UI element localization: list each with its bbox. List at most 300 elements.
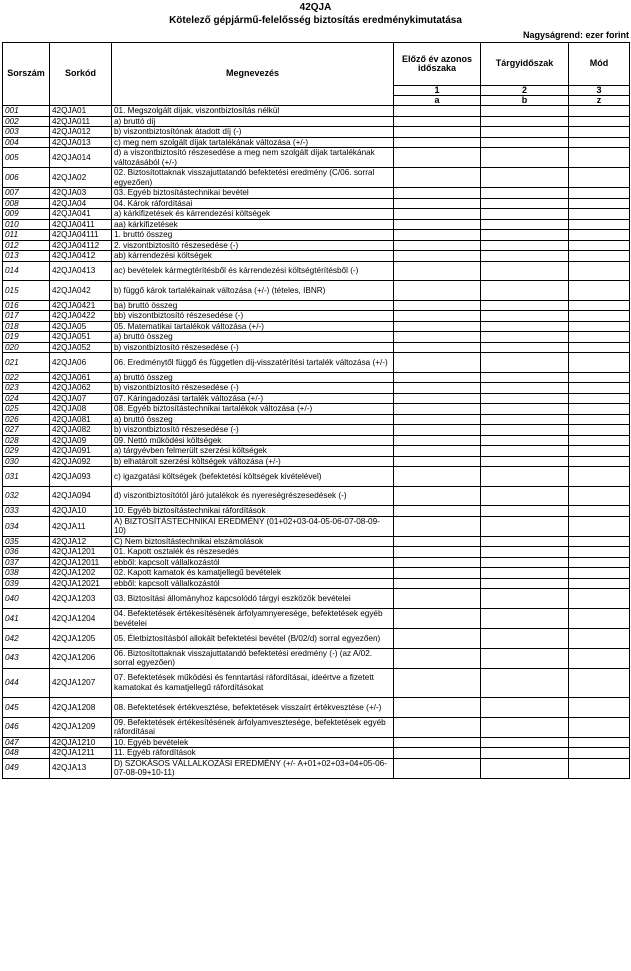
row-label: a) kárkifizetések és kárrendezési költségek xyxy=(112,209,394,220)
row-label: 08. Befektetések értékvesztése, befektetések visszaírt értékvesztése (+/-) xyxy=(112,697,394,717)
mod-cell[interactable] xyxy=(569,648,630,668)
curr-value-cell[interactable] xyxy=(481,446,569,457)
row-code: 42QJA12021 xyxy=(50,578,112,589)
mod-cell[interactable] xyxy=(569,300,630,311)
row-number: 006 xyxy=(3,168,50,188)
prev-value-cell[interactable] xyxy=(394,629,481,649)
table-row xyxy=(3,648,630,668)
prev-value-cell[interactable] xyxy=(394,168,481,188)
table-row xyxy=(3,311,630,322)
row-code: 42QJA093 xyxy=(50,467,112,487)
row-code: 42QJA0412 xyxy=(50,251,112,262)
table-row xyxy=(3,629,630,649)
row-number: 004 xyxy=(3,137,50,148)
row-number: 024 xyxy=(3,393,50,404)
row-label: c) igazgatási költségek (befektetési költségek kivételével) xyxy=(112,467,394,487)
mod-cell[interactable] xyxy=(569,116,630,127)
prev-value-cell[interactable] xyxy=(394,516,481,536)
curr-value-cell[interactable] xyxy=(481,456,569,467)
row-code: 42QJA082 xyxy=(50,425,112,436)
curr-value-cell[interactable] xyxy=(481,568,569,579)
prev-value-cell[interactable] xyxy=(394,383,481,394)
table-row xyxy=(3,342,630,353)
mod-cell[interactable] xyxy=(569,137,630,148)
row-code: 42QJA051 xyxy=(50,332,112,343)
row-number: 043 xyxy=(3,648,50,668)
row-code: 42QJA07 xyxy=(50,393,112,404)
mod-cell[interactable] xyxy=(569,188,630,199)
prev-value-cell[interactable] xyxy=(394,568,481,579)
prev-value-cell[interactable] xyxy=(394,668,481,697)
table-row xyxy=(3,578,630,589)
row-number: 027 xyxy=(3,425,50,436)
mod-cell[interactable] xyxy=(569,737,630,748)
prev-value-cell[interactable] xyxy=(394,332,481,343)
row-code: 42QJA081 xyxy=(50,414,112,425)
table-row xyxy=(3,697,630,717)
mod-cell[interactable] xyxy=(569,589,630,609)
col-header-sorszam: Sorszám xyxy=(3,43,50,106)
prev-value-cell[interactable] xyxy=(394,486,481,506)
mod-cell[interactable] xyxy=(569,127,630,138)
row-code: 42QJA04111 xyxy=(50,230,112,241)
row-label: 07. Káringadozási tartalék változása (+/-) xyxy=(112,393,394,404)
row-number: 021 xyxy=(3,353,50,373)
mod-cell[interactable] xyxy=(569,697,630,717)
row-code: 42QJA06 xyxy=(50,353,112,373)
row-label: b) függő károk tartalékainak változása (+/-) (tételes, IBNR) xyxy=(112,281,394,301)
row-label: b) viszontbiztosító részesedése (-) xyxy=(112,383,394,394)
row-code: 42QJA013 xyxy=(50,137,112,148)
mod-cell[interactable] xyxy=(569,219,630,230)
prev-value-cell[interactable] xyxy=(394,209,481,220)
row-code: 42QJA041 xyxy=(50,209,112,220)
row-number: 038 xyxy=(3,568,50,579)
row-number: 032 xyxy=(3,486,50,506)
mod-cell[interactable] xyxy=(569,393,630,404)
table-row xyxy=(3,758,630,778)
row-code: 42QJA04 xyxy=(50,198,112,209)
mod-cell[interactable] xyxy=(569,446,630,457)
prev-value-cell[interactable] xyxy=(394,467,481,487)
row-label: 04. Károk ráfordításai xyxy=(112,198,394,209)
mod-cell[interactable] xyxy=(569,547,630,558)
row-code: 42QJA13 xyxy=(50,758,112,778)
curr-value-cell[interactable] xyxy=(481,578,569,589)
row-code: 42QJA0413 xyxy=(50,261,112,281)
curr-value-cell[interactable] xyxy=(481,758,569,778)
row-label: bb) viszontbiztosító részesedése (-) xyxy=(112,311,394,322)
prev-value-cell[interactable] xyxy=(394,230,481,241)
mod-cell[interactable] xyxy=(569,748,630,759)
row-label: c) meg nem szolgált díjak tartalékának változása (+/-) xyxy=(112,137,394,148)
prev-value-cell[interactable] xyxy=(394,353,481,373)
row-code: 42QJA0422 xyxy=(50,311,112,322)
row-label: ab) kárrendezési költségek xyxy=(112,251,394,262)
table-row xyxy=(3,486,630,506)
mod-cell[interactable] xyxy=(569,342,630,353)
prev-value-cell[interactable] xyxy=(394,240,481,251)
mod-cell[interactable] xyxy=(569,251,630,262)
row-label: b) elhatárolt szerzési költségek változása (+/-) xyxy=(112,456,394,467)
prev-value-cell[interactable] xyxy=(394,219,481,230)
mod-cell[interactable] xyxy=(569,281,630,301)
row-label: a) bruttó díj xyxy=(112,116,394,127)
curr-value-cell[interactable] xyxy=(481,697,569,717)
prev-value-cell[interactable] xyxy=(394,188,481,199)
curr-value-cell[interactable] xyxy=(481,648,569,668)
row-code: 42QJA09 xyxy=(50,435,112,446)
prev-value-cell[interactable] xyxy=(394,404,481,415)
curr-value-cell[interactable] xyxy=(481,393,569,404)
curr-value-cell[interactable] xyxy=(481,342,569,353)
row-number: 048 xyxy=(3,748,50,759)
curr-value-cell[interactable] xyxy=(481,547,569,558)
row-label: aa) kárkifizetések xyxy=(112,219,394,230)
prev-value-cell[interactable] xyxy=(394,578,481,589)
prev-value-cell[interactable] xyxy=(394,425,481,436)
row-number: 005 xyxy=(3,148,50,168)
prev-value-cell[interactable] xyxy=(394,300,481,311)
curr-value-cell[interactable] xyxy=(481,425,569,436)
mod-cell[interactable] xyxy=(569,425,630,436)
row-label: 09. Befektetések értékesítésének árfolyamvesztesége, befektetések egyéb ráfordításai xyxy=(112,717,394,737)
table-row xyxy=(3,435,630,446)
curr-value-cell[interactable] xyxy=(481,383,569,394)
mod-cell[interactable] xyxy=(569,578,630,589)
table-row xyxy=(3,321,630,332)
prev-value-cell[interactable] xyxy=(394,116,481,127)
curr-value-cell[interactable] xyxy=(481,372,569,383)
mod-cell[interactable] xyxy=(569,629,630,649)
curr-value-cell[interactable] xyxy=(481,668,569,697)
report-table xyxy=(2,42,630,779)
prev-value-cell[interactable] xyxy=(394,506,481,517)
curr-value-cell[interactable] xyxy=(481,300,569,311)
mod-cell[interactable] xyxy=(569,758,630,778)
curr-value-cell[interactable] xyxy=(481,106,569,117)
curr-value-cell[interactable] xyxy=(481,404,569,415)
prev-value-cell[interactable] xyxy=(394,737,481,748)
mod-cell[interactable] xyxy=(569,209,630,220)
prev-value-cell[interactable] xyxy=(394,393,481,404)
row-code: 42QJA1202 xyxy=(50,568,112,579)
table-row xyxy=(3,251,630,262)
prev-value-cell[interactable] xyxy=(394,342,481,353)
curr-value-cell[interactable] xyxy=(481,486,569,506)
curr-value-cell[interactable] xyxy=(481,557,569,568)
row-label: ebből: kapcsolt vállalkozástól xyxy=(112,578,394,589)
row-number: 034 xyxy=(3,516,50,536)
mod-cell[interactable] xyxy=(569,353,630,373)
row-label: 06. Biztosítottaknak visszajuttatandó befektetési eredmény (-) (az A/02. sorral egyezően) xyxy=(112,648,394,668)
row-number: 013 xyxy=(3,251,50,262)
prev-value-cell[interactable] xyxy=(394,435,481,446)
row-code: 42QJA1209 xyxy=(50,717,112,737)
table-row xyxy=(3,446,630,457)
curr-value-cell[interactable] xyxy=(481,414,569,425)
prev-value-cell[interactable] xyxy=(394,589,481,609)
row-number: 003 xyxy=(3,127,50,138)
curr-value-cell[interactable] xyxy=(481,717,569,737)
row-number: 017 xyxy=(3,311,50,322)
curr-value-cell[interactable] xyxy=(481,516,569,536)
row-number: 023 xyxy=(3,383,50,394)
mod-cell[interactable] xyxy=(569,568,630,579)
curr-value-cell[interactable] xyxy=(481,209,569,220)
curr-value-cell[interactable] xyxy=(481,467,569,487)
row-label: 03. Egyéb biztosítástechnikai bevétel xyxy=(112,188,394,199)
mod-cell[interactable] xyxy=(569,668,630,697)
mod-cell[interactable] xyxy=(569,383,630,394)
table-row xyxy=(3,281,630,301)
curr-value-cell[interactable] xyxy=(481,230,569,241)
prev-value-cell[interactable] xyxy=(394,557,481,568)
table-row xyxy=(3,737,630,748)
mod-cell[interactable] xyxy=(569,609,630,629)
row-code: 42QJA091 xyxy=(50,446,112,457)
row-number: 016 xyxy=(3,300,50,311)
table-row xyxy=(3,668,630,697)
row-label: 06. Eredménytől függő és független díj-visszatérítési tartalék változása (+/-) xyxy=(112,353,394,373)
row-number: 047 xyxy=(3,737,50,748)
prev-value-cell[interactable] xyxy=(394,372,481,383)
row-code: 42QJA03 xyxy=(50,188,112,199)
row-code: 42QJA11 xyxy=(50,516,112,536)
row-number: 039 xyxy=(3,578,50,589)
prev-value-cell[interactable] xyxy=(394,281,481,301)
table-row xyxy=(3,240,630,251)
prev-value-cell[interactable] xyxy=(394,137,481,148)
table-row xyxy=(3,404,630,415)
col-header-mod: Mód xyxy=(569,43,630,86)
row-code: 42QJA012 xyxy=(50,127,112,138)
row-label: a) tárgyévben felmerült szerzési költségek xyxy=(112,446,394,457)
row-number: 033 xyxy=(3,506,50,517)
curr-value-cell[interactable] xyxy=(481,261,569,281)
mod-cell[interactable] xyxy=(569,240,630,251)
row-label: 03. Biztosítási állományhoz kapcsolódó tárgyi eszközök bevételei xyxy=(112,589,394,609)
row-label: 07. Befektetések működési és fenntartási ráfordításai, ideértve a fizetett kamatokat és kamatjellegű ráfordításokat xyxy=(112,668,394,697)
table-row xyxy=(3,116,630,127)
row-code: 42QJA04112 xyxy=(50,240,112,251)
mod-cell[interactable] xyxy=(569,372,630,383)
row-label: 1. bruttó összeg xyxy=(112,230,394,241)
row-label: d) viszontbiztosítótól járó jutalékok és nyereségrészesedések (-) xyxy=(112,486,394,506)
row-code: 42QJA042 xyxy=(50,281,112,301)
prev-value-cell[interactable] xyxy=(394,748,481,759)
mod-cell[interactable] xyxy=(569,717,630,737)
curr-value-cell[interactable] xyxy=(481,435,569,446)
col-letter-b: b xyxy=(481,96,569,106)
curr-value-cell[interactable] xyxy=(481,311,569,322)
mod-cell[interactable] xyxy=(569,168,630,188)
col-number-2: 2 xyxy=(481,86,569,96)
mod-cell[interactable] xyxy=(569,198,630,209)
mod-cell[interactable] xyxy=(569,414,630,425)
table-row xyxy=(3,127,630,138)
mod-cell[interactable] xyxy=(569,321,630,332)
curr-value-cell[interactable] xyxy=(481,219,569,230)
row-code: 42QJA1211 xyxy=(50,748,112,759)
row-label: 01. Kapott osztalék és részesedés xyxy=(112,547,394,558)
prev-value-cell[interactable] xyxy=(394,758,481,778)
table-row xyxy=(3,332,630,343)
mod-cell[interactable] xyxy=(569,106,630,117)
row-code: 42QJA10 xyxy=(50,506,112,517)
prev-value-cell[interactable] xyxy=(394,456,481,467)
row-number: 042 xyxy=(3,629,50,649)
row-code: 42QJA1204 xyxy=(50,609,112,629)
mod-cell[interactable] xyxy=(569,230,630,241)
prev-value-cell[interactable] xyxy=(394,148,481,168)
row-label: 05. Matematikai tartalékok változása (+/-) xyxy=(112,321,394,332)
table-row xyxy=(3,188,630,199)
curr-value-cell[interactable] xyxy=(481,536,569,547)
table-row xyxy=(3,506,630,517)
row-number: 045 xyxy=(3,697,50,717)
row-label: 02. Biztosítottaknak visszajuttatandó befektetési eredmény (C/06. sorral egyezően) xyxy=(112,168,394,188)
row-code: 42QJA092 xyxy=(50,456,112,467)
mod-cell[interactable] xyxy=(569,332,630,343)
prev-value-cell[interactable] xyxy=(394,261,481,281)
row-number: 029 xyxy=(3,446,50,457)
row-code: 42QJA05 xyxy=(50,321,112,332)
prev-value-cell[interactable] xyxy=(394,127,481,138)
curr-value-cell[interactable] xyxy=(481,198,569,209)
prev-value-cell[interactable] xyxy=(394,536,481,547)
row-label: 09. Nettó működési költségek xyxy=(112,435,394,446)
col-letter-z: z xyxy=(569,96,630,106)
table-row xyxy=(3,536,630,547)
row-number: 031 xyxy=(3,467,50,487)
row-code: 42QJA011 xyxy=(50,116,112,127)
mod-cell[interactable] xyxy=(569,311,630,322)
curr-value-cell[interactable] xyxy=(481,737,569,748)
table-row xyxy=(3,589,630,609)
curr-value-cell[interactable] xyxy=(481,629,569,649)
curr-value-cell[interactable] xyxy=(481,589,569,609)
row-number: 020 xyxy=(3,342,50,353)
table-row xyxy=(3,414,630,425)
row-label: 10. Egyéb bevételek xyxy=(112,737,394,748)
prev-value-cell[interactable] xyxy=(394,198,481,209)
prev-value-cell[interactable] xyxy=(394,106,481,117)
curr-value-cell[interactable] xyxy=(481,353,569,373)
table-row xyxy=(3,230,630,241)
prev-value-cell[interactable] xyxy=(394,547,481,558)
mod-cell[interactable] xyxy=(569,486,630,506)
row-label: 2. viszontbiztosító részesedése (-) xyxy=(112,240,394,251)
mod-cell[interactable] xyxy=(569,467,630,487)
row-label: a) bruttó összeg xyxy=(112,372,394,383)
prev-value-cell[interactable] xyxy=(394,446,481,457)
curr-value-cell[interactable] xyxy=(481,240,569,251)
curr-value-cell[interactable] xyxy=(481,748,569,759)
row-number: 046 xyxy=(3,717,50,737)
row-code: 42QJA01 xyxy=(50,106,112,117)
table-row xyxy=(3,198,630,209)
curr-value-cell[interactable] xyxy=(481,148,569,168)
mod-cell[interactable] xyxy=(569,506,630,517)
row-code: 42QJA1208 xyxy=(50,697,112,717)
row-label: b) viszontbiztosító részesedése (-) xyxy=(112,342,394,353)
prev-value-cell[interactable] xyxy=(394,609,481,629)
row-label: b) viszontbiztosítónak átadott díj (-) xyxy=(112,127,394,138)
table-row xyxy=(3,372,630,383)
mod-cell[interactable] xyxy=(569,261,630,281)
mod-cell[interactable] xyxy=(569,148,630,168)
curr-value-cell[interactable] xyxy=(481,332,569,343)
row-code: 42QJA1203 xyxy=(50,589,112,609)
row-label: b) viszontbiztosító részesedése (-) xyxy=(112,425,394,436)
row-label: A) BIZTOSÍTÁSTECHNIKAI EREDMÉNY (01+02+03-04-05-06-07-08-09-10) xyxy=(112,516,394,536)
mod-cell[interactable] xyxy=(569,404,630,415)
row-label: 08. Egyéb biztosítástechnikai tartalékok változása (+/-) xyxy=(112,404,394,415)
table-row xyxy=(3,456,630,467)
mod-cell[interactable] xyxy=(569,456,630,467)
mod-cell[interactable] xyxy=(569,557,630,568)
curr-value-cell[interactable] xyxy=(481,506,569,517)
mod-cell[interactable] xyxy=(569,536,630,547)
table-row xyxy=(3,516,630,536)
row-label: 02. Kapott kamatok és kamatjellegű bevételek xyxy=(112,568,394,579)
table-row xyxy=(3,557,630,568)
col-letter-a: a xyxy=(394,96,481,106)
curr-value-cell[interactable] xyxy=(481,188,569,199)
report-code: 42QJA xyxy=(299,2,332,13)
prev-value-cell[interactable] xyxy=(394,321,481,332)
mod-cell[interactable] xyxy=(569,516,630,536)
prev-value-cell[interactable] xyxy=(394,251,481,262)
row-number: 019 xyxy=(3,332,50,343)
col-header-sorkod: Sorkód xyxy=(50,43,112,106)
table-row xyxy=(3,209,630,220)
curr-value-cell[interactable] xyxy=(481,127,569,138)
row-label: 05. Életbiztosításból allokált befektetési bevétel (B/02/d) sorral egyezően) xyxy=(112,629,394,649)
row-number: 008 xyxy=(3,198,50,209)
table-row xyxy=(3,219,630,230)
row-code: 42QJA1210 xyxy=(50,737,112,748)
curr-value-cell[interactable] xyxy=(481,321,569,332)
row-code: 42QJA1205 xyxy=(50,629,112,649)
row-number: 035 xyxy=(3,536,50,547)
curr-value-cell[interactable] xyxy=(481,137,569,148)
curr-value-cell[interactable] xyxy=(481,251,569,262)
curr-value-cell[interactable] xyxy=(481,281,569,301)
row-number: 036 xyxy=(3,547,50,558)
row-number: 012 xyxy=(3,240,50,251)
table-row xyxy=(3,393,630,404)
col-number-3: 3 xyxy=(569,86,630,96)
prev-value-cell[interactable] xyxy=(394,648,481,668)
row-number: 010 xyxy=(3,219,50,230)
curr-value-cell[interactable] xyxy=(481,609,569,629)
row-label: a) bruttó összeg xyxy=(112,414,394,425)
prev-value-cell[interactable] xyxy=(394,311,481,322)
curr-value-cell[interactable] xyxy=(481,168,569,188)
row-number: 001 xyxy=(3,106,50,117)
row-label: ba) bruttó összeg xyxy=(112,300,394,311)
row-number: 041 xyxy=(3,609,50,629)
curr-value-cell[interactable] xyxy=(481,116,569,127)
prev-value-cell[interactable] xyxy=(394,717,481,737)
table-row xyxy=(3,467,630,487)
mod-cell[interactable] xyxy=(569,435,630,446)
row-number: 002 xyxy=(3,116,50,127)
prev-value-cell[interactable] xyxy=(394,414,481,425)
prev-value-cell[interactable] xyxy=(394,697,481,717)
